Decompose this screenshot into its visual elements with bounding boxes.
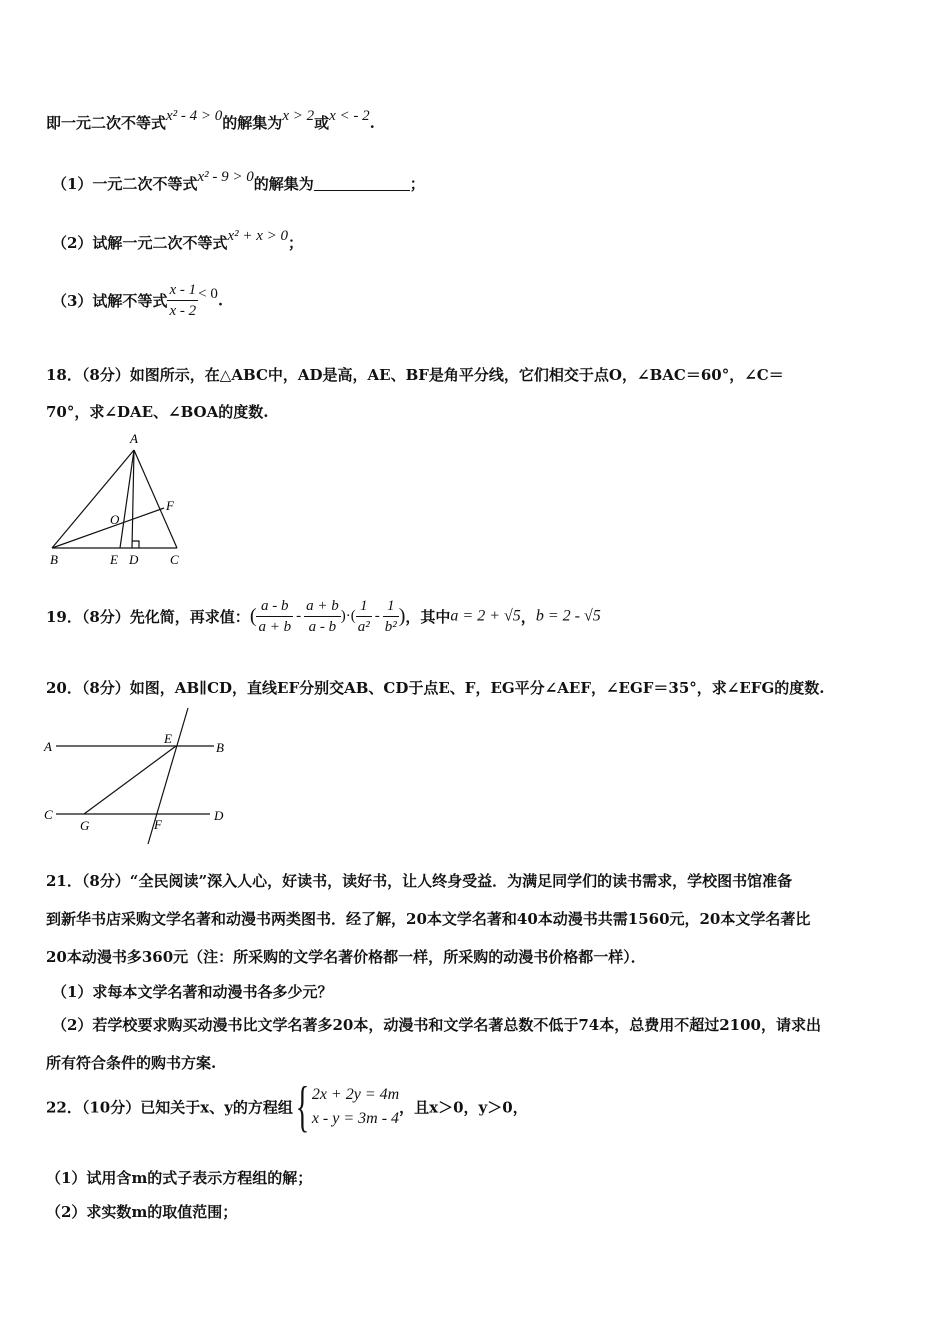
label-e: E xyxy=(164,731,172,746)
q17-p3-relation: < 0 xyxy=(198,286,218,302)
q22-tail: ，且x＞0，y＞0， xyxy=(399,1098,528,1117)
q17-part1 xyxy=(52,169,425,194)
q17-p1-label: （1）一元二次不等式 xyxy=(52,175,198,193)
q19-fraction-3 xyxy=(356,596,372,637)
label-d: D xyxy=(214,808,224,823)
q19-where: ，其中 xyxy=(405,608,451,626)
answer-blank xyxy=(314,176,410,191)
intro-prefix: 即一元二次不等式 xyxy=(46,114,167,132)
label-a: A xyxy=(130,431,138,446)
q18-line1: 18．（8分）如图所示，在△ABC中，AD是高，AE、BF是角平分线，它们相交于点O，∠BAC＝60°，∠C＝ xyxy=(46,366,784,384)
q17-p1-inequality: x² - 9 > 0 xyxy=(197,169,254,185)
q17-p1-tail: 的解集为 xyxy=(253,175,314,193)
q18-line2: 70°，求∠DAE、∠BOA的度数. xyxy=(46,403,269,421)
q17-p3-fraction xyxy=(167,280,198,321)
equation-system xyxy=(312,1083,399,1131)
intro-end: . xyxy=(369,114,375,132)
label-o: O xyxy=(110,512,120,527)
q21-line3: 20本动漫书多360元（注：所采购的文学名著价格都一样，所采购的动漫书价格都一样）． xyxy=(46,948,646,966)
fraction-denominator: a - b xyxy=(308,619,337,635)
q19-fraction-2 xyxy=(304,596,341,637)
fraction-denominator: a² xyxy=(357,619,370,635)
fraction-numerator: 1 xyxy=(356,596,372,617)
intro-solution-2: x < - 2 xyxy=(329,108,370,124)
q19-label: 19．（8分）先化简，再求值： xyxy=(46,608,250,626)
fraction-denominator: a + b xyxy=(258,619,292,635)
label-f: F xyxy=(154,817,162,832)
q22-label: 22．（10分）已知关于x、y的方程组 xyxy=(46,1098,293,1117)
q19-sep: ， xyxy=(520,608,536,626)
system-brace: { xyxy=(295,1076,310,1138)
fraction-denominator: b² xyxy=(384,619,397,635)
q19-dot: )·( xyxy=(340,608,356,624)
q22-part2: （2）求实数m的取值范围； xyxy=(46,1203,238,1221)
equation-1: 2x + 2y = 4m xyxy=(311,1086,400,1103)
fraction-numerator: 1 xyxy=(383,596,399,617)
fraction-numerator: a - b xyxy=(256,596,293,617)
q21-part1: （1）求每本文学名著和动漫书各多少元？ xyxy=(52,983,333,1001)
q20-line: 20．（8分）如图，AB∥CD，直线EF分别交AB、CD于点E、F，EG平分∠AEF，∠EGF＝35°，求∠EFG的度数. xyxy=(46,679,825,697)
q19-a-value: a = 2 + √5 xyxy=(450,607,521,625)
intro-or: 或 xyxy=(314,114,330,132)
q17-p2-label: （2）试解一元二次不等式 xyxy=(52,234,228,252)
q17-part3 xyxy=(52,280,223,321)
q19-fraction-1 xyxy=(256,596,293,637)
label-f: F xyxy=(166,498,174,513)
label-e: E xyxy=(110,552,118,567)
q17-p3-end: . xyxy=(217,291,224,310)
label-b: B xyxy=(50,552,58,567)
q20-parallel-lines-figure xyxy=(42,704,242,848)
q21-part2-line1: （2）若学校要求购买动漫书比文学名著多20本，动漫书和文学名著总数不低于74本，总费用不超过2100，请求出 xyxy=(52,1016,821,1034)
q21-line2: 到新华书店采购文学名著和动漫书两类图书．经了解，20本文学名著和40本动漫书共需1560元，20本文学名著比 xyxy=(46,910,811,928)
q19-fraction-4 xyxy=(383,596,399,637)
q22-line xyxy=(46,1076,528,1138)
q22-part1: （1）试用含m的式子表示方程组的解； xyxy=(46,1169,313,1187)
label-d: D xyxy=(129,552,139,567)
fraction-numerator: x - 1 xyxy=(167,280,198,301)
intro-line xyxy=(46,108,375,133)
fraction-numerator: a + b xyxy=(304,596,341,617)
q18-triangle-figure xyxy=(44,430,194,570)
q17-p1-end: ； xyxy=(409,175,425,193)
q17-p2-inequality: x² + x > 0 xyxy=(227,228,289,244)
fraction-denominator: x - 2 xyxy=(169,303,197,319)
q17-part2 xyxy=(52,228,304,253)
q21-part2-line2: 所有符合条件的购书方案. xyxy=(46,1054,217,1072)
q19-close: ) xyxy=(398,605,406,627)
label-g: G xyxy=(80,818,90,833)
q19-line: 19．（8分）先化简，再求值：( $\frac{a - b}{a + b}$ - $\frac{a + b}{a - b}$ )·( $\frac{1}{\text{a²}}$ - $\frac{1}{\text{b²}}$ )，其中a = 2 + √5，b = 2 - √5 xyxy=(46,598,601,635)
q19-minus: - xyxy=(296,608,302,624)
q19-b-value: b = 2 - √5 xyxy=(535,607,601,625)
q17-p3-label: （3）试解不等式 xyxy=(52,292,168,310)
q17-p2-end: ； xyxy=(288,234,304,252)
label-c: C xyxy=(44,807,53,822)
right-angle-mark xyxy=(132,541,139,548)
intro-solution-1: x > 2 xyxy=(282,108,315,124)
label-b: B xyxy=(216,740,224,755)
bisector-eg xyxy=(84,746,176,814)
q21-line1: 21．（8分）“全民阅读”深入人心，好读书，读好书，让人终身受益．为满足同学们的读书需求，学校图书馆准备 xyxy=(46,872,793,890)
intro-mid: 的解集为 xyxy=(222,114,283,132)
label-a: A xyxy=(44,739,52,754)
equation-2: x - y = 3m - 4 xyxy=(311,1110,400,1127)
label-c: C xyxy=(170,552,179,567)
intro-inequality: x² - 4 > 0 xyxy=(166,108,223,124)
